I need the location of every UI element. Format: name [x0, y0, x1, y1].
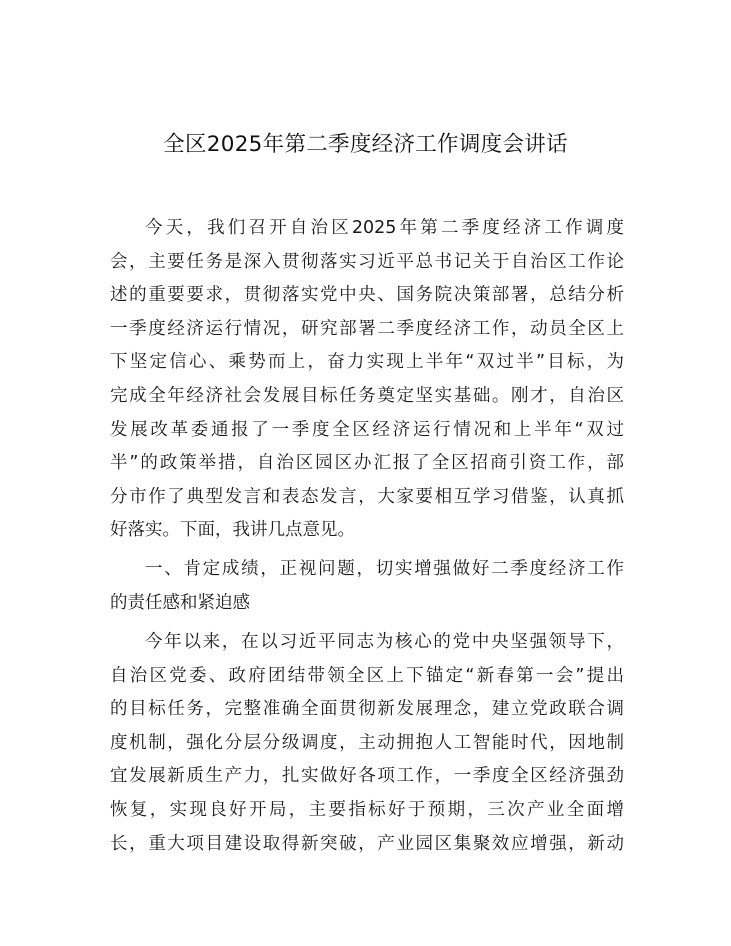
text-line: 会，主要任务是深入贯彻落实习近平总书记关于自治区工作论 [110, 251, 624, 272]
text-line: 的责任感和紧迫感 [110, 592, 250, 613]
text-line: 恢复，实现良好开局，主要指标好于预期，三次产业全面增 [110, 799, 624, 820]
text-line: 长，重大项目建设取得新突破，产业园区集聚效应增强，新动 [110, 833, 624, 854]
text-line: 一、肯定成绩，正视问题，切实增强做好二季度经济工作 [145, 559, 624, 579]
text-line: 今年以来，在以习近平同志为核心的党中央坚强领导下， [145, 632, 624, 652]
section-heading-1 [110, 553, 624, 620]
text-line: 下坚定信心、乘势而上，奋力实现上半年“双过半”目标，为 [110, 352, 624, 373]
text-line: 好落实。下面，我讲几点意见。 [110, 520, 355, 541]
document-title: 全区2025年第二季度经济工作调度会讲话 [163, 132, 568, 157]
paragraph-opening [110, 212, 624, 548]
text-line: 自治区党委、政府团结带领全区上下锚定“新春第一会”提出 [110, 665, 624, 686]
text-line: 分市作了典型发言和表态发言，大家要相互学习借鉴，认真抓 [110, 486, 624, 507]
text-line: 一季度经济运行情况，研究部署二季度经济工作，动员全区上 [110, 318, 624, 339]
text-line: 完成全年经济社会发展目标任务奠定坚实基础。刚才，自治区 [110, 385, 624, 406]
text-line: 度机制，强化分层分级调度，主动拥抱人工智能时代，因地制 [110, 732, 624, 753]
text-line: 述的重要要求，贯彻落实党中央、国务院决策部署，总结分析 [110, 285, 624, 306]
text-line: 宜发展新质生产力，扎实做好各项工作，一季度全区经济强劲 [110, 766, 624, 787]
paragraph-achievements [110, 626, 624, 861]
text-line: 今天，我们召开自治区2025年第二季度经济工作调度 [145, 218, 624, 238]
text-line: 半”的政策举措，自治区园区办汇报了全区招商引资工作，部 [110, 453, 624, 474]
text-line: 发展改革委通报了一季度全区经济运行情况和上半年“双过 [110, 419, 624, 440]
text-line: 的目标任务，完整准确全面贯彻新发展理念，建立党政联合调 [110, 699, 624, 720]
